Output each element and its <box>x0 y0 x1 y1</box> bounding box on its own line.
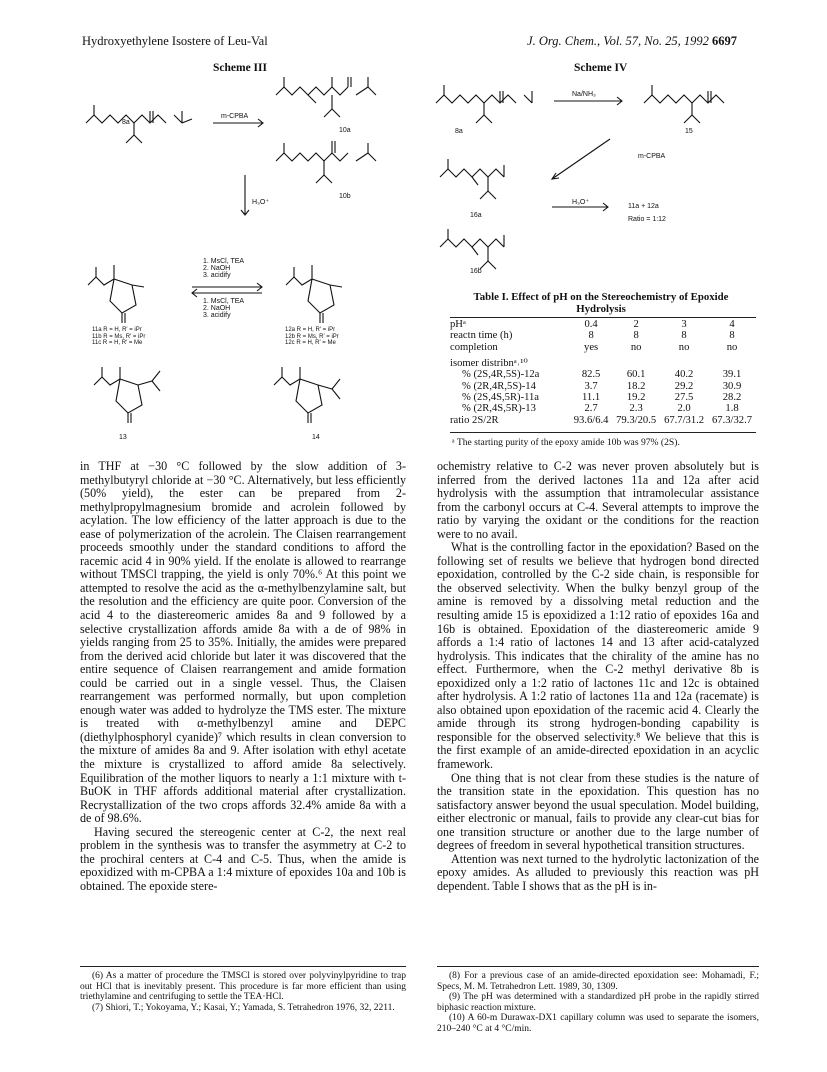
row-label: % (2R,4S,5R)-13 <box>462 403 536 415</box>
paragraph: Having secured the stereogenic center at C-2, the next real problem in the synthesis was to transfer the asymmetry at C-2 to the prochiral centers at C-4 and C-5. Thus, when the amide is epoxidized with m-CPBA a 1:4 mixture of epoxides 10a and 10b is obtained. The epoxide stere- <box>80 824 406 893</box>
row-label: % (2S,4R,5S)-12a <box>462 369 540 381</box>
reagent-h3o: H₃O⁺ <box>252 199 270 206</box>
table-row <box>448 330 756 341</box>
table-cell: 19.2 <box>626 392 646 404</box>
table-cell: 2.7 <box>584 403 598 415</box>
label-10b: 10b <box>339 193 351 200</box>
table-cell: 3 <box>681 319 687 330</box>
table-cell: 1.8 <box>725 403 739 415</box>
structure-16b <box>440 229 504 269</box>
table-cell: 39.1 <box>722 369 742 381</box>
table-cell <box>570 353 612 369</box>
footnote-9: (9) The pH was determined with a standardized pH probe in the rapidly stirred biphasic reaction mixture. <box>437 992 759 1013</box>
structure-11-lactone <box>88 265 144 323</box>
table-row <box>448 369 756 380</box>
table-row <box>448 403 756 414</box>
table-cell: 11.1 <box>582 392 601 404</box>
table-bottom-rule <box>450 432 756 433</box>
journal-volume: Vol. 57, No. 25, 1992 <box>603 34 709 48</box>
table-cell: 30.9 <box>722 380 742 392</box>
table-cell: 8 <box>588 330 594 342</box>
table-1 <box>448 319 756 426</box>
scheme-4-title: Scheme IV <box>574 62 628 74</box>
legend-12 <box>285 327 339 347</box>
row-label: ratio 2S/2R <box>450 414 499 426</box>
table-cell: 79.3/20.5 <box>616 414 657 426</box>
steps-forward <box>203 258 244 279</box>
table-row <box>448 342 756 353</box>
table-cell: 18.2 <box>626 380 646 392</box>
row-label: isomer distribnᵃ˒¹⁰ <box>450 357 528 369</box>
footnotes-left <box>80 971 406 1013</box>
table-cell: no <box>630 341 642 353</box>
step-1: 1. MsCl, TEA <box>203 258 245 265</box>
scheme-4-diagram <box>432 75 752 275</box>
structure-8a <box>86 105 192 143</box>
table-cell: 60.1 <box>626 369 646 381</box>
paragraph: Attention was next turned to the hydrolytic lactonization of the epoxy amides. As alluded to previously this reaction was pH dependent. Table I shows that as the pH is in- <box>437 851 759 893</box>
step-2: 2. NaOH <box>203 305 231 312</box>
table-cell: 82.5 <box>581 369 601 381</box>
row-label: reactn time (h) <box>450 330 513 342</box>
running-header-title: Hydroxyethylene Isostere of Leu-Val <box>82 34 268 48</box>
product-ratio: Ratio = 1:12 <box>628 216 666 223</box>
left-column <box>80 460 406 894</box>
table-row <box>448 392 756 403</box>
right-column <box>437 460 759 894</box>
table-cell: 67.3/32.7 <box>712 414 753 426</box>
table-cell: 8 <box>633 330 639 342</box>
legend-11b: 11b R = Ms, R′ = iPr <box>92 333 146 340</box>
table-cell: 8 <box>729 330 735 342</box>
structure-12-lactone <box>286 265 342 323</box>
step-1: 1. MsCl, TEA <box>203 298 245 305</box>
journal-name: J. Org. Chem., <box>527 34 601 48</box>
paragraph: ochemistry relative to C-2 was never proven absolutely but is inferred from the derived lactones 11a and 12a after acid hydrolysis with the assumption that intramolecular assistance from the carbonyl occurs at C-4. Several attempts to improve the ratio by varying the oxidant or the conditions for the reaction were to no avail. <box>437 459 759 541</box>
label-16b: 16b <box>470 268 482 275</box>
steps-reverse <box>203 298 244 319</box>
structure-13 <box>94 367 160 423</box>
legend-12b: 12b R = Ms, R′ = iPr <box>285 333 339 340</box>
table-cell <box>708 353 756 369</box>
legend-12a: 12a R = H, R′ = iPr <box>285 327 336 333</box>
table-cell: no <box>678 341 690 353</box>
row-label: % (2S,4S,5R)-11a <box>462 392 539 404</box>
table-cell: 4 <box>729 319 735 330</box>
structure-8a-s4 <box>436 85 532 123</box>
table-cell: 67.7/31.2 <box>664 414 705 426</box>
table-cell: 8 <box>681 330 687 342</box>
label-10a: 10a <box>339 127 351 134</box>
legend-12c: 12c R = H, R′ = Me <box>285 340 336 346</box>
table-cell: 2.0 <box>677 403 691 415</box>
label-16a: 16a <box>470 212 482 219</box>
footnotes-right <box>437 971 759 1035</box>
table-cell: 29.2 <box>674 380 694 392</box>
table-row <box>448 319 756 330</box>
table-cell: 3.7 <box>584 380 598 392</box>
table-1-caption: Table I. Effect of pH on the Stereochemistry of Epoxide Hydrolysis <box>473 291 729 315</box>
step-3: 3. acidify <box>203 312 231 319</box>
scheme-3-diagram <box>80 75 410 445</box>
label-13: 13 <box>119 434 127 441</box>
legend-11c: 11c R = H, R′ = Me <box>92 340 143 346</box>
label-14: 14 <box>312 434 320 441</box>
reagent-mcpba: m-CPBA <box>221 113 249 120</box>
running-header-citation <box>527 34 737 49</box>
structure-14 <box>274 367 340 423</box>
footnote-10: (10) A 60-m Durawax-DX1 capillary column was used to separate the isomers, 210–240 °C at 4 °C/min. <box>437 1013 759 1034</box>
table-cell: 28.2 <box>722 392 742 404</box>
label-8a-s4: 8a <box>455 128 463 135</box>
structure-15 <box>644 85 724 123</box>
paragraph: in THF at −30 °C followed by the slow addition of 3-methylbutyryl chloride at −30 °C. Alternatively, but less efficiently (50% yield), the ester can be prepared from 2-methylpropylmagnesium bromide and acrolein followed by acylation. The low efficiency of the latter approach is due to the ease of polymerization of the acrolein. The Claisen rearrangement proceeds smoothly under the standard conditions to afford the racemic acid 4 in 90% yield. If the enolate is allowed to rearrange without TMSCl trapping, the yield is only 70%.⁶ At this point we attempted to resolve the acid as the α-methylbenzylamine salt, but the resolution and the efficiency are quite poor. Conversion of the acid 4 to the diastereomeric amides 8a and 9 followed by a selective crystallization affords amide 8a with a de of 98% in yields ranging from 25 to 35%. Initially, the amides were prepared from the derived acid chloride but later it was discovered that the entire sequence of Claisen rearrangement and amide formation could be carried out in a single vessel. Thus, the Claisen rearrangement was performed normally, but upon completion enough water was added to hydrolyze the TMS ester. The mixture is treated with α-methylbenzyl amine and DEPC (diethylphosphoryl cyanide)⁷ which results in clean conversion to the mixture of amides 8a and 9. After isolation with ethyl acetate the mixture is crystallized to afford amide 8a selectively. Equilibration of the mother liquors to nearly a 1:1 mixture with t-BuOK in THF affords additional material after crystallization. Recrystallization of the two crops affords 32.4% amide 8a with a de of 98.6%. <box>80 459 406 826</box>
reagent-mcpba-s4: m-CPBA <box>638 153 666 160</box>
footnote-7: (7) Shiori, T.; Yokoyama, Y.; Kasai, Y.; Yamada, S. Tetrahedron 1976, 32, 2211. <box>92 1002 395 1013</box>
structure-10a <box>276 77 376 117</box>
table-cell: yes <box>584 341 599 353</box>
structure-10b <box>276 141 376 183</box>
table-cell <box>612 353 660 369</box>
table-row <box>448 415 756 426</box>
products: 11a + 12a <box>628 203 659 210</box>
footnote-rule-left <box>80 966 406 967</box>
label-15: 15 <box>685 128 693 135</box>
page-number: 6697 <box>712 34 737 48</box>
label-8a: 8a <box>122 119 130 126</box>
row-label: % (2R,4R,5S)-14 <box>462 380 536 392</box>
row-label: completion <box>450 341 498 353</box>
legend-11a: 11a R = H, R′ = iPr <box>92 327 142 333</box>
structure-16a <box>440 159 504 199</box>
legend-11 <box>92 327 145 347</box>
footnote-8: (8) For a previous case of an amide-directed epoxidation see: Mohamadi, F.; Specs, M. M. Tetrahedron Lett. 1989, 30, 1309. <box>437 971 759 992</box>
paragraph: One thing that is not clear from these studies is the nature of the transition state in the epoxidation. This question has no satisfactory answer beyond the usual speculation. Model building, either electronic or manual, fails to provide any clear-cut bias for one transition structure or another due to the large number of degrees of freedom in several hypothetical transition structures. <box>437 770 759 853</box>
reagent-na-nh3: Na/NH₃ <box>572 91 596 98</box>
table-cell <box>660 353 708 369</box>
step-2: 2. NaOH <box>203 265 231 272</box>
paragraph: What is the controlling factor in the epoxidation? Based on the following set of results we believe that hydrogen bond directed epoxidation, controlled by the C-2 side chain, is responsible for the observed selectivity. When the bulky benzyl group of the amine is removed by a dissolving metal reduction and the resulting amide 15 is epoxidized a 1:12 ratio of epoxides 16a and 16b is obtained. Epoxidation of the diastereomeric amide 9 affords a 1:4 ratio of lactones 14 and 13 after acid-catalyzed hydrolysis. This indicates that the chirality of the amine has no effect. Furthermore, when the C-2 methyl derivative 8b is epoxidized only a 1:2 ratio of lactones 11c and 12c is obtained after hydrolysis. A 1:2 ratio of lactones 11a and 12a (racemate) is also obtained upon epoxidation of the racemic acid 4. Clearly the amide through its strong hydrogen-bonding capability is responsible for the observed selectivity.⁸ We believe that this is the first example of an amide-directed epoxidation in an acyclic framework. <box>437 540 759 772</box>
row-label: pHᵃ <box>450 319 466 330</box>
footnote-rule-right <box>437 966 759 967</box>
reagent-h3o-s4: H₃O⁺ <box>572 199 590 206</box>
table-row <box>448 353 756 369</box>
table-cell: 40.2 <box>674 369 694 381</box>
table-cell: 0.4 <box>584 319 598 330</box>
table-cell: 27.5 <box>674 392 694 404</box>
table-cell: 93.6/6.4 <box>573 414 609 426</box>
table-top-rule <box>450 317 756 318</box>
table-cell: no <box>726 341 738 353</box>
step-3: 3. acidify <box>203 272 231 279</box>
table-cell: 2 <box>633 319 639 330</box>
table-row <box>448 381 756 392</box>
table-cell: 2.3 <box>629 403 643 415</box>
footnote-6: (6) As a matter of procedure the TMSCl is stored over polyvinylpyridine to trap out HCl that is inevitably present. This procedure is far more efficient than using triethylamine and centrifuging to settle the TEA·HCl. <box>80 971 406 1003</box>
scheme-3-title: Scheme III <box>213 62 267 74</box>
table-1-footnote: ᵃ The starting purity of the epoxy amide 10b was 97% (2S). <box>452 437 680 448</box>
